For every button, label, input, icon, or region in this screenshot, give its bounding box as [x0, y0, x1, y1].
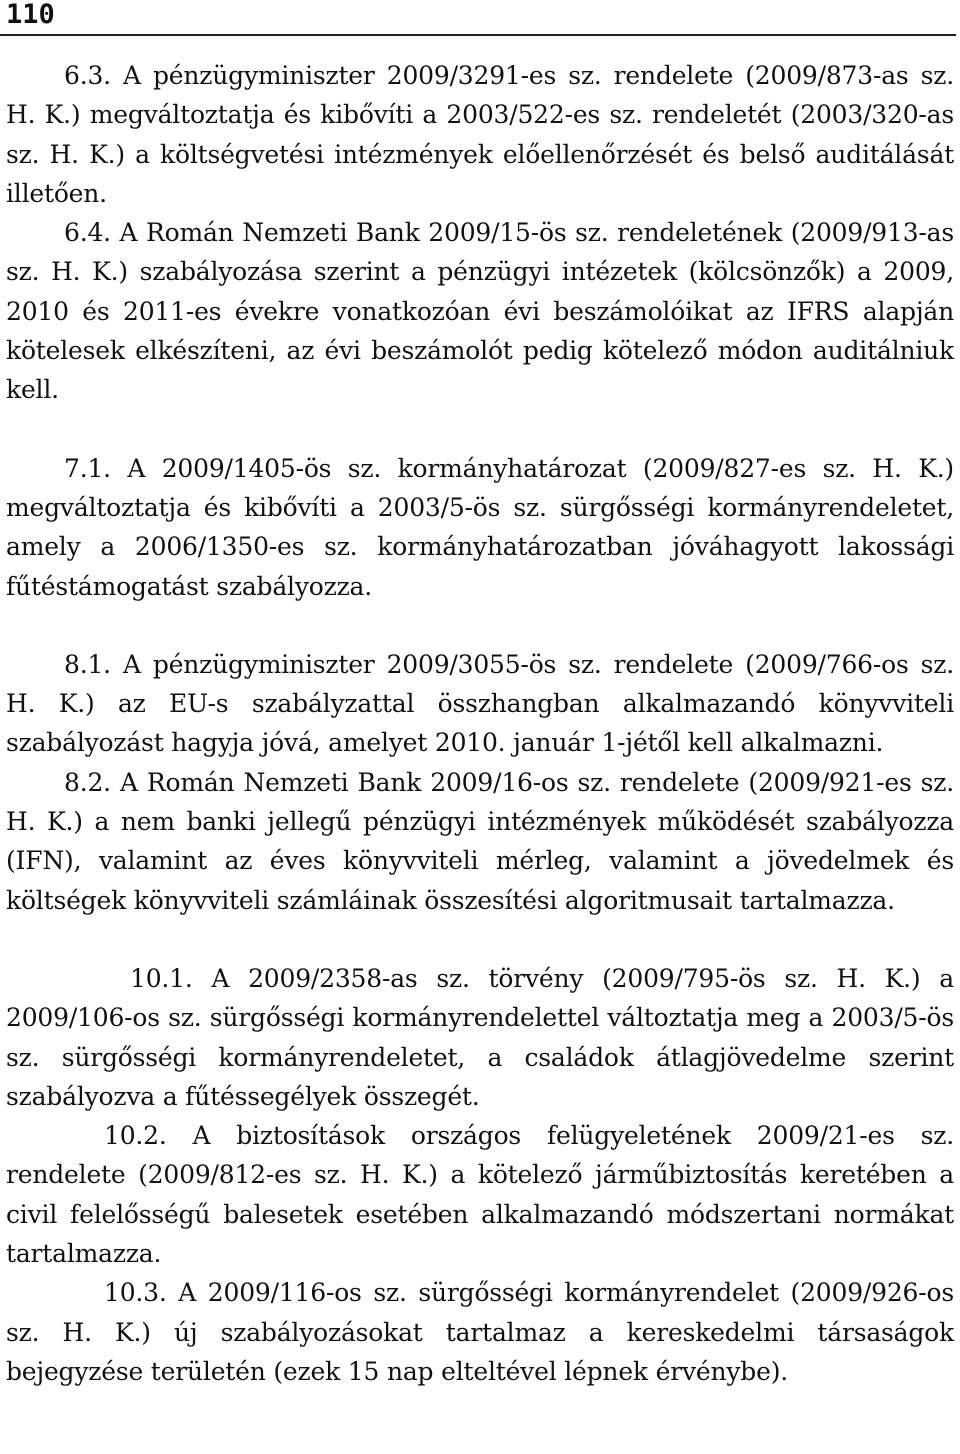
- section-gap: [6, 920, 954, 959]
- paragraph-10-3: 10.3. A 2009/116-os sz. sürgősségi kormányrendelet (2009/926-os sz. H. K.) új szabályozásokat tartalmaz a kereskedelmi társaságok bejegyzése területén (ezek 15 nap elteltével lépnek érvénybe).: [6, 1278, 954, 1386]
- section-gap: [6, 606, 954, 645]
- paragraph-10-1: 10.1. A 2009/2358-as sz. törvény (2009/795-ös sz. H. K.) a 2009/106-os sz. sürgősségi kormányrendelettel változtatja meg a 2003/5-ös sz. sürgősségi kormányrendeletet, a családok átlagjövedelme szerint szabályozva a fűtéssegélyek összegét.: [6, 963, 954, 1111]
- paragraph-8-1: 8.1. A pénzügyminiszter 2009/3055-ös sz. rendelete (2009/766-os sz. H. K.) az EU-s szabályzattal összhangban alkalmazandó könyvviteli szabályozást hagyja jóvá, amelyet 2010. január 1-jétől kell alkalmazni.: [6, 649, 954, 758]
- paragraph-10-2: 10.2. A biztosítások országos felügyeletének 2009/21-es sz. rendelete (2009/812-es sz. H. K.) a kötelező járműbiztosítás keretében a civil felelősségű balesetek esetében alkalmazandó módszertani normákat tartalmazza.: [6, 1121, 954, 1269]
- paragraph-8-2: 8.2. A Román Nemzeti Bank 2009/16-os sz. rendelete (2009/921-es sz. H. K.) a nem banki jellegű pénzügyi intézmények működését szabályozza (IFN), valamint az éves könyvviteli mérleg, valamint a jövedelmek és költségek könyvviteli számláinak összesítési algoritmusait tartalmazza.: [6, 767, 954, 915]
- header-rule: [0, 34, 956, 36]
- paragraph-7-1: 7.1. A 2009/1405-ös sz. kormányhatározat (2009/827-es sz. H. K.) megváltoztatja és kibővíti a 2003/5-ös sz. sürgősségi kormányrendeletet, amely a 2006/1350-es sz. kormányhatározatban jóváhagyott lakossági fűtéstámogatást szabályozza.: [6, 453, 954, 601]
- paragraph-6-3: 6.3. A pénzügyminiszter 2009/3291-es sz. rendelete (2009/873-as sz. H. K.) megváltoztatja és kibővíti a 2003/522-es sz. rendeletét (2003/320-as sz. H. K.) a költségvetési intézmények előellenőrzését és belső auditálását illetően.: [6, 61, 954, 208]
- page-number: 110: [6, 0, 55, 30]
- page-body: [6, 56, 954, 1391]
- section-gap: [6, 410, 954, 449]
- paragraph-6-4: 6.4. A Román Nemzeti Bank 2009/15-ös sz. rendeletének (2009/913-as sz. H. K.) szabályozása szerint a pénzügyi intézetek (kölcsönzők) a 2009, 2010 és 2011-es évekre vonatkozóan évi beszámolóikat az IFRS alapján kötelesek elkészíteni, az évi beszámolót pedig kötelező módon auditálniuk kell.: [6, 218, 954, 405]
